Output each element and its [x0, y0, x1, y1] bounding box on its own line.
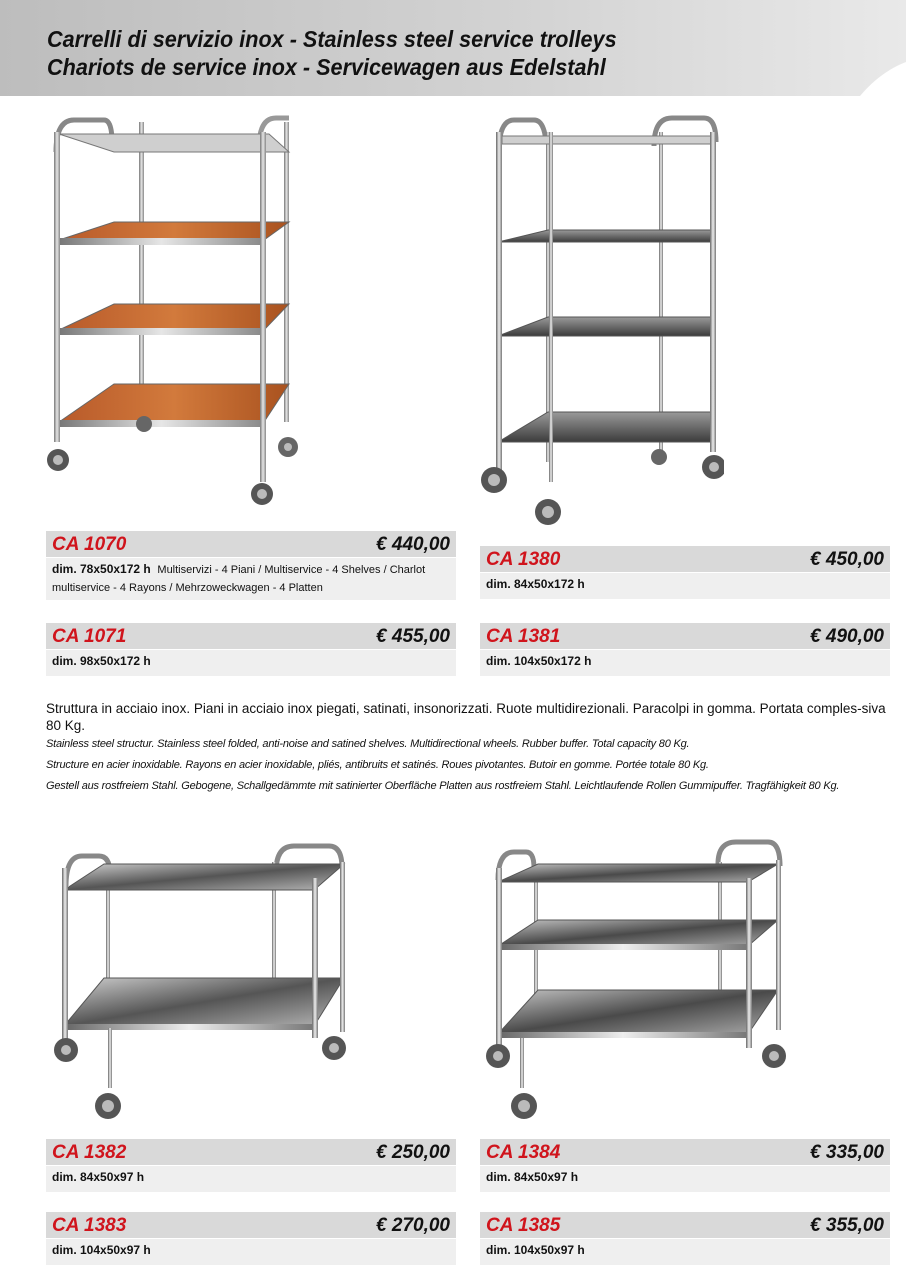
product-price: € 335,00 [810, 1142, 884, 1163]
product-dims: dim. 104x50x172 h [486, 654, 592, 668]
description-it: Struttura in acciaio inox. Piani in acciaio inox piegati, satinati, insonorizzati. Ruote multidirezionali. Paracolpi in gomma. Portata comples-siva 80 Kg. [46, 701, 886, 733]
product-code: CA 1383 [52, 1215, 127, 1236]
price-row-ca1070 [46, 531, 456, 557]
price-row-ca1071 [46, 623, 456, 649]
product-dims: dim. 84x50x97 h [52, 1170, 145, 1184]
dims-row-ca1382 [46, 1166, 456, 1192]
price-row-ca1385 [480, 1212, 890, 1238]
dims-row-ca1070 [46, 558, 456, 600]
price-row-ca1382 [46, 1139, 456, 1165]
dims-row-ca1383 [46, 1239, 456, 1265]
product-price: € 355,00 [810, 1215, 884, 1236]
price-row-ca1383 [46, 1212, 456, 1238]
product-code: CA 1384 [486, 1142, 561, 1163]
description-en: Stainless steel structur. Stainless steel folded, anti-noise and satined shelves. Multidirectional wheels. Rubber buffer. Total capacity 80 Kg. [46, 738, 690, 750]
dims-row-ca1385 [480, 1239, 890, 1265]
product-dims: dim. 98x50x172 h [52, 654, 151, 668]
product-code: CA 1381 [486, 626, 561, 647]
product-price: € 455,00 [376, 626, 450, 647]
price-row-ca1380 [480, 546, 890, 572]
product-price: € 450,00 [810, 549, 884, 570]
product-code: CA 1385 [486, 1215, 561, 1236]
price-row-ca1384 [480, 1139, 890, 1165]
product-note: Multiservizi - 4 Piani / Multiservice - 4 Shelves / Charlot multiservice - 4 Rayons / Mehrzoweckwagen - 4 Platten [52, 564, 426, 594]
page-header [0, 0, 906, 96]
product-code: CA 1382 [52, 1142, 127, 1163]
product-code: CA 1070 [52, 534, 127, 555]
product-image-ca1382 [44, 838, 354, 1128]
price-row-ca1381 [480, 623, 890, 649]
page-title-line1: Carrelli di servizio inox - Stainless steel service trolleys [47, 26, 617, 52]
dims-row-ca1384 [480, 1166, 890, 1192]
product-price: € 440,00 [376, 534, 450, 555]
product-image-ca1384 [478, 838, 788, 1128]
product-image-ca1380 [474, 112, 724, 537]
product-dims: dim. 78x50x172 h [52, 562, 151, 576]
product-code: CA 1380 [486, 549, 561, 570]
description-de: Gestell aus rostfreiem Stahl. Gebogene, Schallgedämmte mit satinierter Oberfläche Platten aus rostfreiem Stahl. Leichtlaufende Rollen Gummipuffer. Tragfähigkeit 80 Kg. [46, 780, 840, 792]
product-dims: dim. 84x50x172 h [486, 577, 585, 591]
product-code: CA 1071 [52, 626, 127, 647]
product-price: € 490,00 [810, 626, 884, 647]
dims-row-ca1071 [46, 650, 456, 676]
product-price: € 270,00 [376, 1215, 450, 1236]
dims-row-ca1381 [480, 650, 890, 676]
product-price: € 250,00 [376, 1142, 450, 1163]
description-fr: Structure en acier inoxidable. Rayons en acier inoxidable, pliés, antibruits et satinés. Roues pivotantes. Butoir en gomme. Portée totale 80 Kg. [46, 759, 709, 771]
product-description [46, 700, 894, 797]
dims-row-ca1380 [480, 573, 890, 599]
product-dims: dim. 104x50x97 h [52, 1243, 151, 1257]
product-dims: dim. 84x50x97 h [486, 1170, 579, 1184]
page-title-line2: Chariots de service inox - Servicewagen aus Edelstahl [47, 54, 606, 80]
product-dims: dim. 104x50x97 h [486, 1243, 585, 1257]
product-image-ca1070 [44, 112, 314, 522]
